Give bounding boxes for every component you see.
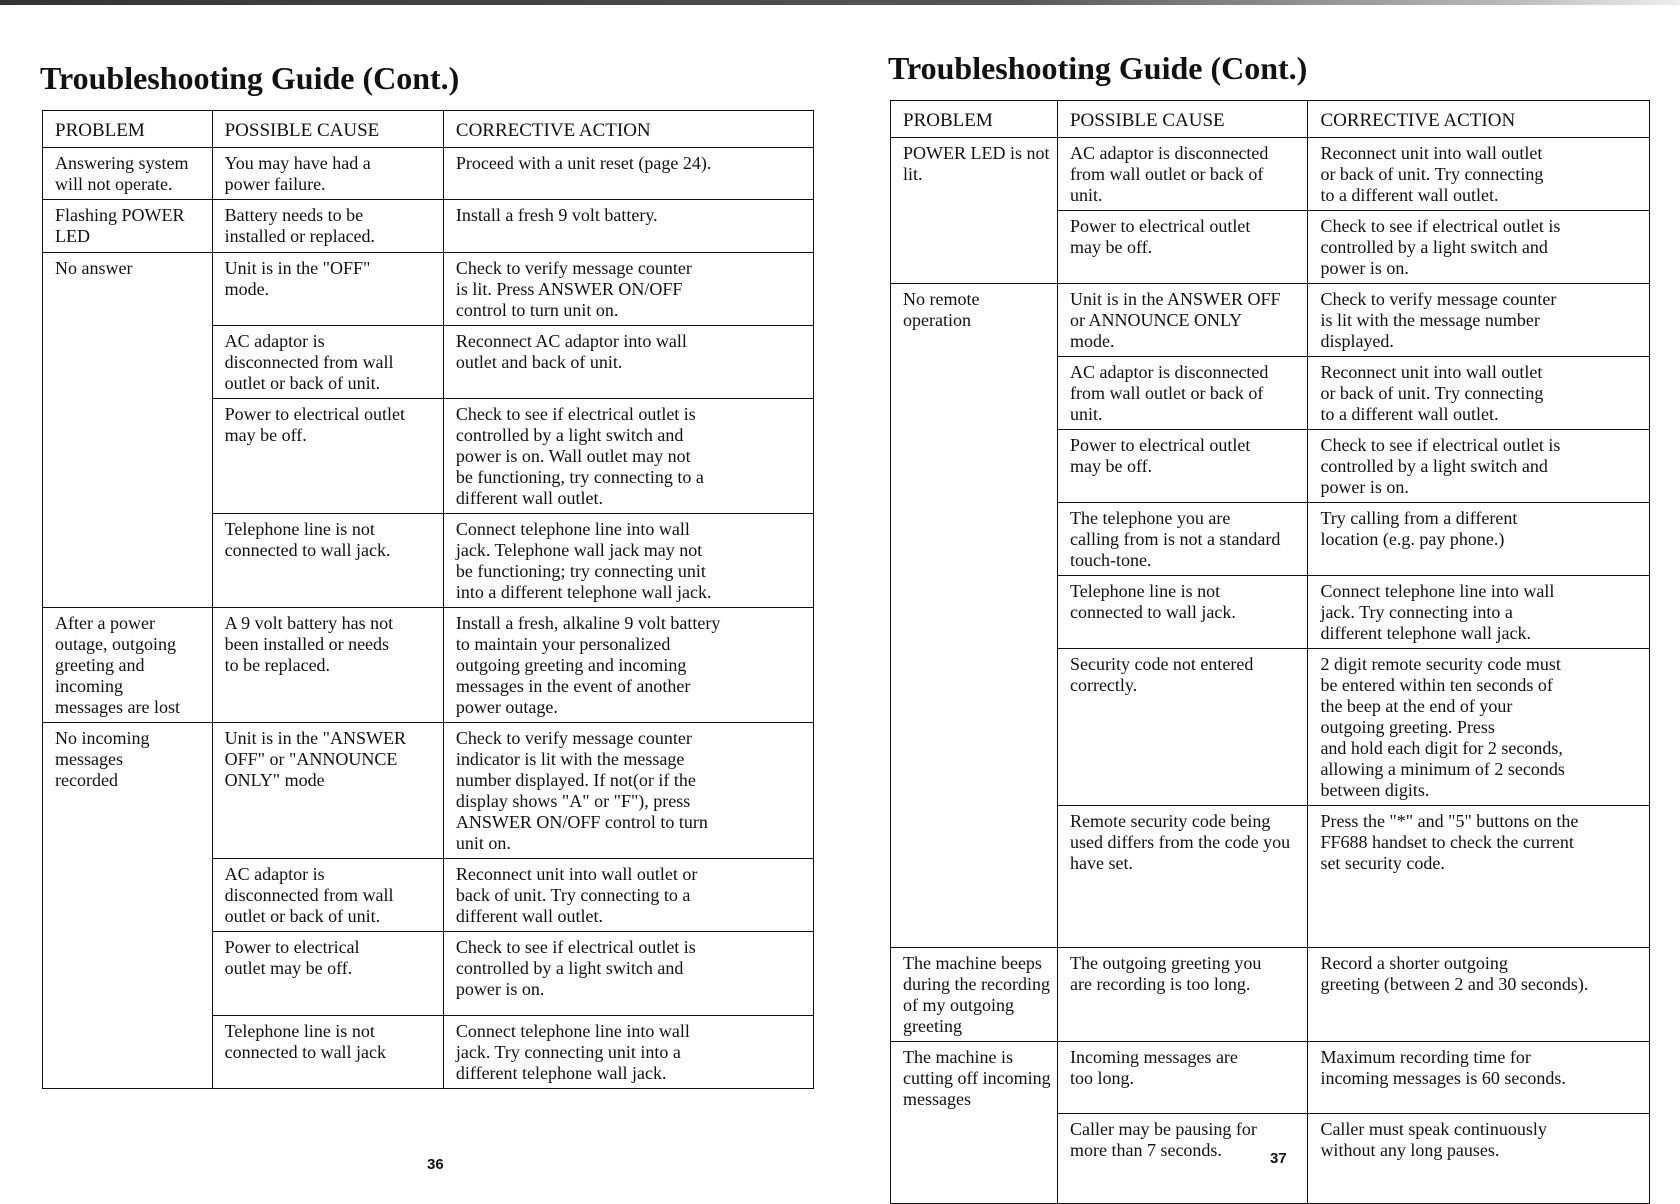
- table-header-row: [891, 101, 1650, 138]
- corrective-action-cell: Connect telephone line into wall jack. Try connecting unit into a different telephone wall jack.: [443, 1016, 813, 1089]
- table-row: [891, 1042, 1650, 1114]
- troubleshooting-table: [890, 100, 1650, 1204]
- possible-cause-cell: The outgoing greeting you are recording is too long.: [1057, 948, 1307, 1042]
- table-row: [891, 948, 1650, 1042]
- corrective-action-cell: Check to verify message counter is lit with the message number displayed.: [1308, 284, 1650, 357]
- problem-cell: No remote operation: [891, 284, 1058, 948]
- corrective-action-cell: Install a fresh, alkaline 9 volt battery to maintain your personalized outgoing greeting and incoming messages in the event of another power outage.: [443, 608, 813, 723]
- problem-cell: Answering system will not operate.: [43, 148, 213, 200]
- possible-cause-cell: Power to electrical outlet may be off.: [212, 932, 443, 1016]
- table-row: [43, 253, 814, 326]
- corrective-action-cell: Install a fresh 9 volt battery.: [443, 200, 813, 253]
- header-possible-cause: POSSIBLE CAUSE: [1057, 101, 1307, 138]
- table-row: [43, 200, 814, 253]
- possible-cause-cell: You may have had a power failure.: [212, 148, 443, 200]
- corrective-action-cell: Check to verify message counter is lit. Press ANSWER ON/OFF control to turn unit on.: [443, 253, 813, 326]
- page-title: Troubleshooting Guide (Cont.): [888, 50, 1308, 86]
- problem-cell: The machine beeps during the recording of my outgoing greeting: [891, 948, 1058, 1042]
- page-number: 36: [427, 1156, 444, 1173]
- corrective-action-cell: Caller must speak continuously without any long pauses.: [1308, 1114, 1650, 1204]
- corrective-action-cell: Reconnect unit into wall outlet or back of unit. Try connecting to a different wall outlet.: [1308, 138, 1650, 211]
- header-corrective-action: CORRECTIVE ACTION: [443, 111, 813, 148]
- possible-cause-cell: Incoming messages are too long.: [1057, 1042, 1307, 1114]
- possible-cause-cell: Power to electrical outlet may be off.: [1057, 430, 1307, 503]
- possible-cause-cell: Unit is in the ANSWER OFF or ANNOUNCE ONLY mode.: [1057, 284, 1307, 357]
- corrective-action-cell: Record a shorter outgoing greeting (between 2 and 30 seconds).: [1308, 948, 1650, 1042]
- corrective-action-cell: Reconnect unit into wall outlet or back of unit. Try connecting to a different wall outlet.: [443, 859, 813, 932]
- possible-cause-cell: Battery needs to be installed or replaced.: [212, 200, 443, 253]
- possible-cause-cell: Unit is in the "OFF" mode.: [212, 253, 443, 326]
- table-row: [43, 608, 814, 723]
- table-row: [891, 284, 1650, 357]
- troubleshooting-table: [42, 110, 814, 1089]
- corrective-action-cell: Check to see if electrical outlet is controlled by a light switch and power is on.: [443, 932, 813, 1016]
- table-header-row: [43, 111, 814, 148]
- possible-cause-cell: Power to electrical outlet may be off.: [212, 399, 443, 514]
- problem-cell: No answer: [43, 253, 213, 608]
- corrective-action-cell: Proceed with a unit reset (page 24).: [443, 148, 813, 200]
- corrective-action-cell: Try calling from a different location (e.g. pay phone.): [1308, 503, 1650, 576]
- corrective-action-cell: Reconnect AC adaptor into wall outlet and back of unit.: [443, 326, 813, 399]
- corrective-action-cell: Check to see if electrical outlet is controlled by a light switch and power is on.: [1308, 430, 1650, 503]
- possible-cause-cell: Caller may be pausing for more than 7 seconds.: [1057, 1114, 1307, 1204]
- page-title: Troubleshooting Guide (Cont.): [40, 60, 460, 96]
- possible-cause-cell: Telephone line is not connected to wall jack.: [1057, 576, 1307, 649]
- table-row: [43, 723, 814, 859]
- possible-cause-cell: A 9 volt battery has not been installed or needs to be replaced.: [212, 608, 443, 723]
- possible-cause-cell: The telephone you are calling from is not a standard touch-tone.: [1057, 503, 1307, 576]
- corrective-action-cell: Press the "*" and "5" buttons on the FF688 handset to check the current set security code.: [1308, 806, 1650, 948]
- problem-cell: After a power outage, outgoing greeting and incoming messages are lost: [43, 608, 213, 723]
- possible-cause-cell: Unit is in the "ANSWER OFF" or "ANNOUNCE ONLY" mode: [212, 723, 443, 859]
- possible-cause-cell: AC adaptor is disconnected from wall outlet or back of unit.: [212, 326, 443, 399]
- header-problem: PROBLEM: [891, 101, 1058, 138]
- possible-cause-cell: AC adaptor is disconnected from wall outlet or back of unit.: [1057, 138, 1307, 211]
- table-row: [43, 148, 814, 200]
- problem-cell: POWER LED is not lit.: [891, 138, 1058, 284]
- possible-cause-cell: AC adaptor is disconnected from wall outlet or back of unit.: [212, 859, 443, 932]
- corrective-action-cell: Connect telephone line into wall jack. Try connecting into a different telephone wall jack.: [1308, 576, 1650, 649]
- problem-cell: The machine is cutting off incoming messages: [891, 1042, 1058, 1204]
- header-possible-cause: POSSIBLE CAUSE: [212, 111, 443, 148]
- page-number: 37: [1270, 1150, 1287, 1167]
- problem-cell: Flashing POWER LED: [43, 200, 213, 253]
- possible-cause-cell: Power to electrical outlet may be off.: [1057, 211, 1307, 284]
- possible-cause-cell: Telephone line is not connected to wall jack.: [212, 514, 443, 608]
- possible-cause-cell: Telephone line is not connected to wall jack: [212, 1016, 443, 1089]
- corrective-action-cell: Check to see if electrical outlet is controlled by a light switch and power is on. Wall outlet may not be functioning, try connecting to a different wall outlet.: [443, 399, 813, 514]
- header-corrective-action: CORRECTIVE ACTION: [1308, 101, 1650, 138]
- possible-cause-cell: Security code not entered correctly.: [1057, 649, 1307, 806]
- problem-cell: No incoming messages recorded: [43, 723, 213, 1089]
- corrective-action-cell: 2 digit remote security code must be entered within ten seconds of the beep at the end of your outgoing greeting. Press and hold each digit for 2 seconds, allowing a minimum of 2 seconds between digits.: [1308, 649, 1650, 806]
- corrective-action-cell: Check to verify message counter indicator is lit with the message number displayed. If not(or if the display shows "A" or "F"), press ANSWER ON/OFF control to turn unit on.: [443, 723, 813, 859]
- corrective-action-cell: Connect telephone line into wall jack. Telephone wall jack may not be functioning; try connecting unit into a different telephone wall jack.: [443, 514, 813, 608]
- possible-cause-cell: AC adaptor is disconnected from wall outlet or back of unit.: [1057, 357, 1307, 430]
- corrective-action-cell: Maximum recording time for incoming messages is 60 seconds.: [1308, 1042, 1650, 1114]
- possible-cause-cell: Remote security code being used differs from the code you have set.: [1057, 806, 1307, 948]
- corrective-action-cell: Check to see if electrical outlet is controlled by a light switch and power is on.: [1308, 211, 1650, 284]
- corrective-action-cell: Reconnect unit into wall outlet or back of unit. Try connecting to a different wall outlet.: [1308, 357, 1650, 430]
- table-row: [891, 138, 1650, 211]
- scan-edge: [0, 0, 1680, 5]
- header-problem: PROBLEM: [43, 111, 213, 148]
